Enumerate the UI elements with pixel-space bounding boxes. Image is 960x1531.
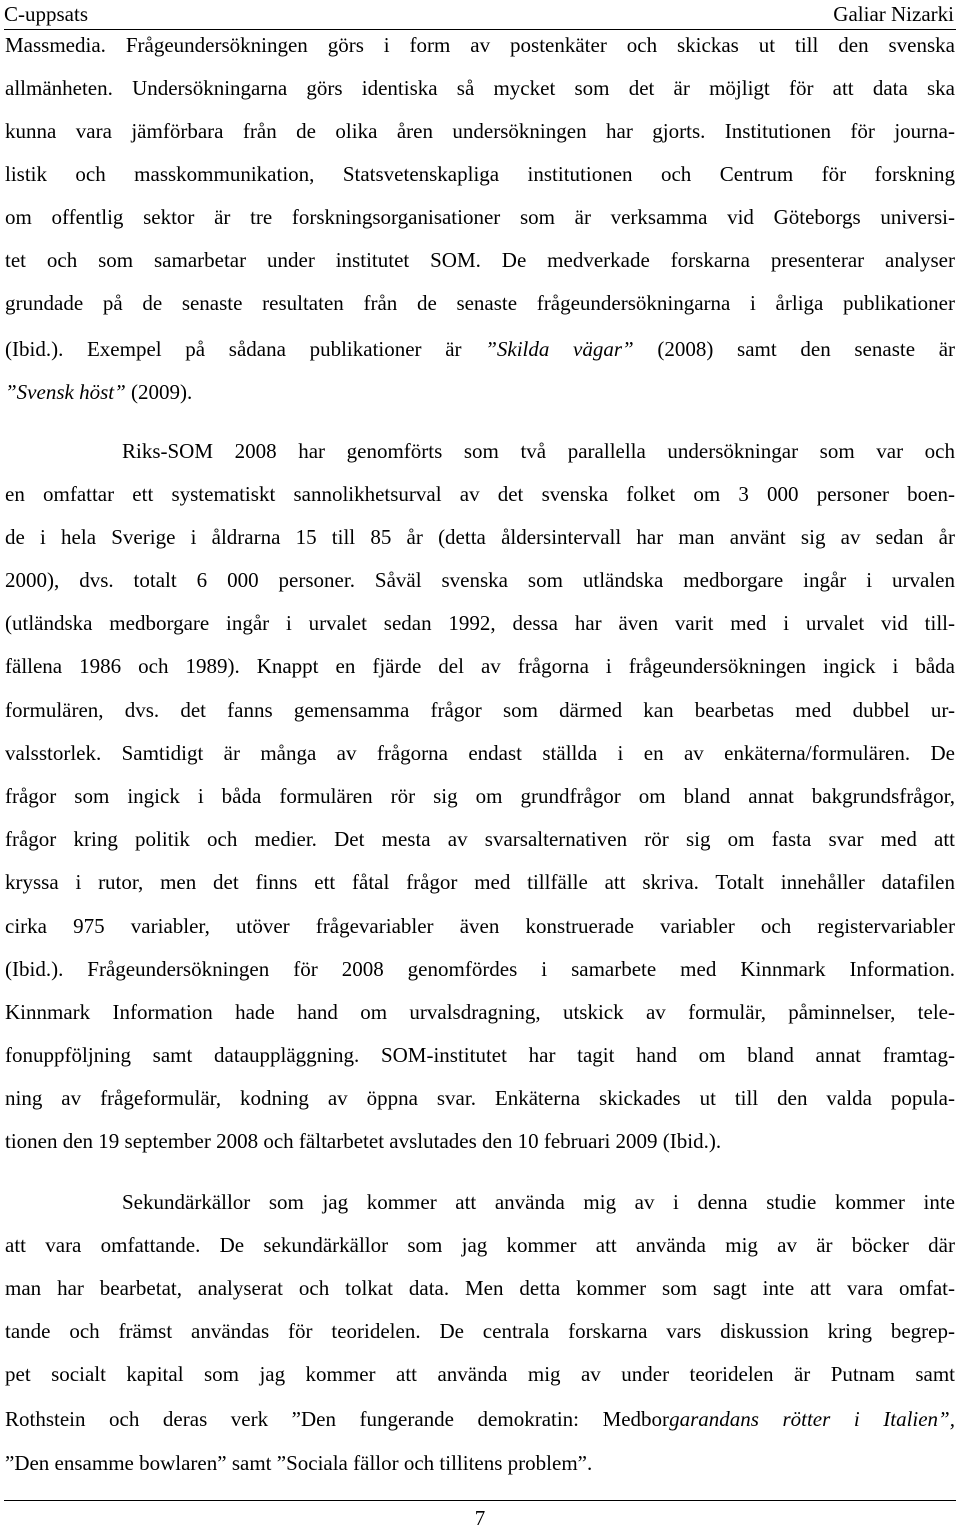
text-line: frågor kring politik och medier. Det mesta av svarsalternativen rör sig om fasta svar med att <box>5 827 955 851</box>
text-segment: samt <box>226 1451 277 1475</box>
text-line: tet och som samarbetar under institutet SOM. De medverkade forskarna presenterar analyser <box>5 248 955 272</box>
text-line: allmänheten. Undersökningarna görs identiska så mycket som det är möjligt för att data ska <box>5 76 955 100</box>
text-segment: (2009). <box>125 380 193 404</box>
page-number: 7 <box>474 1506 486 1530</box>
text-line <box>5 336 955 362</box>
text-segment: . <box>586 1451 593 1475</box>
text-line: (utländska medborgare ingår i urvalet sedan 1992, dessa har även varit med i urvalet vid till- <box>5 611 955 635</box>
text-line: (Ibid.). Frågeundersökningen för 2008 genomfördes i samarbete med Kinnmark Information. <box>5 957 955 981</box>
footer-rule <box>4 1500 956 1501</box>
text-line <box>5 1406 955 1432</box>
text-line: att vara omfattande. De sekundärkällor som jag kommer att använda mig av är böcker där <box>5 1233 955 1257</box>
text-line: ning av frågeformulär, kodning av öppna svar. Enkäterna skickades ut till den valda popula- <box>5 1086 955 1110</box>
text-line: tande och främst användas för teoridelen. De centrala forskarna vars diskussion kring begrep- <box>5 1319 955 1343</box>
header-rule <box>4 29 956 30</box>
text-line: cirka 975 variabler, utöver frågevariabler även konstruerade variabler och registervariabler <box>5 914 955 938</box>
text-line: pet socialt kapital som jag kommer att använda mig av under teoridelen är Putnam samt <box>5 1362 955 1386</box>
text-line <box>5 379 955 405</box>
text-segment: (2008) samt den senaste är <box>657 337 956 361</box>
book-title: ”Den fungerande demokratin: Medbor <box>291 1407 670 1431</box>
text-line: fonuppföljning samt datauppläggning. SOM-institutet har tagit hand om bland annat framtag- <box>5 1043 955 1067</box>
text-line: Kinnmark Information hade hand om urvalsdragning, utskick av formulär, påminnelser, tele- <box>5 1000 955 1024</box>
book-title: ”Den ensamme bowlaren” <box>5 1451 227 1475</box>
text-line: tionen den 19 september 2008 och fältarbetet avslutades den 10 februari 2009 (Ibid.). <box>5 1129 722 1153</box>
text-line: formulären, dvs. det fanns gemensamma frågor som därmed kan bearbetas med dubbel ur- <box>5 698 955 722</box>
text-line: en omfattar ett systematiskt sannolikhetsurval av det svenska folket om 3 000 personer boen- <box>5 482 955 506</box>
text-line <box>5 1450 955 1476</box>
publication-title: ”Svensk höst” <box>5 380 126 404</box>
header-author-name: Galiar Nizarki <box>833 2 954 26</box>
text-line: kunna vara jämförbara från de olika åren undersökningen har gjorts. Institutionen för journa- <box>5 119 955 143</box>
book-title: ”Sociala fällor och tillitens problem” <box>276 1451 587 1475</box>
header-course-label: C-uppsats <box>4 2 88 26</box>
text-line: man har bearbetat, analyserat och tolkat data. Men detta kommer som sagt inte att vara omfat- <box>5 1276 955 1300</box>
text-line: kryssa i rutor, men det finns ett fåtal frågor med tillfälle att skriva. Totalt innehåller datafilen <box>5 870 955 894</box>
text-line: 2000), dvs. totalt 6 000 personer. Såväl svenska som utländska medborgare ingår i urvalen <box>5 568 955 592</box>
text-segment: (Ibid.). Exempel på sådana publikationer är <box>5 337 462 361</box>
text-line: frågor som ingick i båda formulären rör sig om grundfrågor om bland annat bakgrundsfrågor, <box>5 784 955 808</box>
book-title: garandans rötter i Italien”, <box>669 1407 955 1431</box>
text-line: Riks-SOM 2008 har genomförts som två parallella undersökningar som var och <box>122 439 955 463</box>
text-line: valsstorlek. Samtidigt är många av frågorna endast ställda i en av enkäterna/formulären. De <box>5 741 955 765</box>
text-segment: Rothstein och deras verk <box>5 1407 292 1431</box>
page-header <box>0 0 960 31</box>
text-line: de i hela Sverige i åldrarna 15 till 85 år (detta åldersintervall har man använt sig av sedan år <box>5 525 955 549</box>
publication-title: ”Skilda vägar” <box>485 337 634 361</box>
text-line: Massmedia. Frågeundersökningen görs i form av postenkäter och skickas ut till den svenska <box>5 33 955 57</box>
text-line: grundade på de senaste resultaten från de senaste frågeundersökningarna i årliga publikationer <box>5 291 955 315</box>
text-line: om offentlig sektor är tre forskningsorganisationer som är verksamma vid Göteborgs universi- <box>5 205 955 229</box>
text-line: fällena 1986 och 1989). Knappt en fjärde del av frågorna i frågeundersökningen ingick i båda <box>5 654 955 678</box>
text-line: listik och masskommunikation, Statsvetenskapliga institutionen och Centrum för forskning <box>5 162 955 186</box>
text-line: Sekundärkällor som jag kommer att använda mig av i denna studie kommer inte <box>122 1190 955 1214</box>
